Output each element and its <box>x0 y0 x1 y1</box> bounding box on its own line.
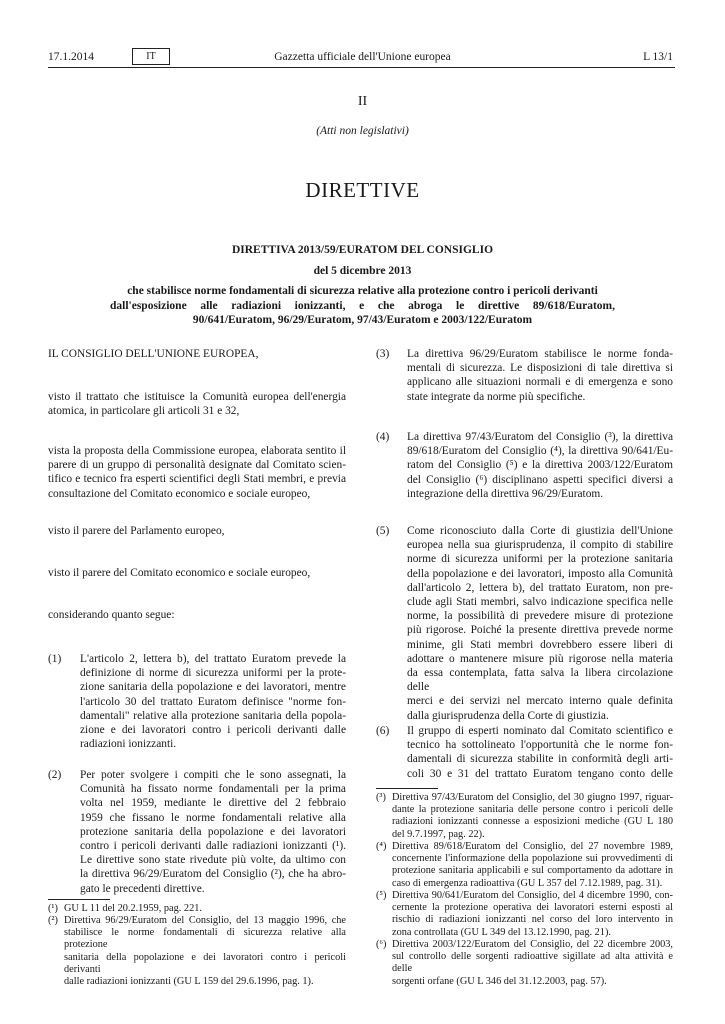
text-line: Il gruppo di esperti nominato dal Comitato scientifico e <box>407 725 673 737</box>
text-line: considerando quanto segue: <box>48 609 175 621</box>
text-line: norme, la possibilità di prevedere misure di protezione <box>407 610 673 623</box>
language-code: IT <box>132 48 170 65</box>
subject-line: dall'esposizione alle radiazioni ionizzanti, e che abroga le direttive 89/618/Euratom, <box>110 299 615 312</box>
text-line: del 9.7.1997, pag. 22). <box>392 828 485 840</box>
subject-line: che stabilisce norme fondamentali di sicurezza relative alla protezione contro i pericoli derivanti <box>127 285 598 297</box>
text-line: tifico e tecnico fra esperti scientifici degli Stati membri, e previa <box>48 473 346 486</box>
text-line: Come riconosciuto dalla Corte di giustizia dell'Unione <box>407 525 673 537</box>
footnote-5 <box>392 890 673 939</box>
text-line: merci e dei servizi nel mercato interno quale definita <box>407 695 673 708</box>
footnote-2 <box>64 915 346 988</box>
citation-parliament <box>48 524 346 538</box>
text-line: europea nella sua giurisprudenza, il compito di stabilire <box>407 539 673 552</box>
footnote-number: (³) <box>376 792 386 803</box>
page-number: L 13/1 <box>643 51 673 63</box>
recital-2 <box>80 768 346 896</box>
citation-treaty <box>48 390 346 418</box>
text-line: la direttiva 96/29/Euratom del Consiglio (²), che ha abro- <box>80 868 346 881</box>
text-line: IL CONSIGLIO DELL'UNIONE EUROPEA, <box>48 348 259 360</box>
text-line: norme di sicurezza uniformi per la protezione sanitaria <box>407 553 673 566</box>
text-line: adottare o mantenere misure più rigorose nella materia <box>407 652 673 665</box>
text-line: del Consiglio (⁶) disciplinano aspetti specifici diversi a <box>407 473 673 486</box>
text-line: parere di un gruppo di personalità designate dal Comitato scien- <box>48 459 346 472</box>
text-line: zione sanitaria della popolazione e dei lavoratori, mentre <box>80 681 346 694</box>
recital-3 <box>407 347 673 404</box>
footnote-3 <box>392 792 673 841</box>
subject-line: 90/641/Euratom, 96/29/Euratom, 97/43/Euratom e 2003/122/Euratom <box>192 314 533 326</box>
text-line: mentali di sicurezza. Le disposizioni di tale direttiva si <box>407 362 673 375</box>
text-line: coli 30 e 31 del trattato Euratom tengano conto delle <box>407 767 673 780</box>
text-line: La direttiva 96/29/Euratom stabilisce le norme fonda- <box>407 348 673 360</box>
text-line: sanitaria della popolazione e dei lavoratori contro i pericoli derivanti <box>64 951 346 975</box>
text-line: più rigorose. Poiché la presente direttiva prevede norme <box>407 624 673 637</box>
text-line: vista la proposta della Commissione europea, elaborata sentito il <box>48 445 346 457</box>
recital-number: (1) <box>48 653 62 665</box>
recital-4 <box>407 430 673 501</box>
text-line: Per poter svolgere i compiti che le sono assegnati, la <box>80 769 346 781</box>
recital-6 <box>407 724 673 781</box>
text-line: minime, gli Stati membri dovrebbero essere liberi di <box>407 638 673 651</box>
text-line: sorgenti orfane (GU L 346 del 31.12.2003, pag. 57). <box>392 975 607 987</box>
text-line: della popolazione e dei lavoratori, imposto alla Comunità <box>407 567 673 580</box>
text-line: GU L 11 del 20.2.1959, pag. 221. <box>64 903 202 914</box>
header-rule <box>48 67 675 68</box>
text-line: dalla giurisprudenza della Corte di giustizia. <box>407 709 609 722</box>
text-line: ratom del Consiglio (⁵) e la direttiva 2003/122/Euratom <box>407 459 673 472</box>
text-line: contro i pericoli derivanti dalle radiazioni ionizzanti (¹). <box>80 840 346 853</box>
recital-number: (2) <box>48 769 62 781</box>
text-line: da essa contemplata, fatta salva la libera circolazione delle <box>407 667 673 694</box>
directive-subject <box>110 284 615 328</box>
recital-number: (3) <box>376 348 390 360</box>
text-line: Direttiva 90/641/Euratom del Consiglio, del 4 dicembre 1990, con- <box>392 890 673 901</box>
section-subtitle: (Atti non legislativi) <box>316 125 409 137</box>
text-line: damentali di sicurezza stabilite in conformità degli arti- <box>407 753 673 766</box>
citation-committee <box>48 566 346 580</box>
citation-proposal <box>48 444 346 501</box>
text-line: visto il trattato che istituisce la Comunità europea dell'energia <box>48 391 346 403</box>
text-line: consultazione del Comitato economico e sociale europeo, <box>48 487 311 500</box>
footnote-number: (⁴) <box>376 841 387 852</box>
text-line: dante la protezione sanitaria delle persone contro i pericoli delle <box>392 804 673 816</box>
text-line: Direttiva 96/29/Euratom del Consiglio, del 13 maggio 1996, che <box>64 915 346 926</box>
text-line: radiazioni ionizzanti. <box>80 738 177 751</box>
text-line: state integrate da norme più specifiche. <box>407 390 586 403</box>
text-line: dalle radiazioni ionizzanti (GU L 159 del 29.6.1996, pag. 1). <box>64 976 314 988</box>
text-line: La direttiva 97/43/Euratom del Consiglio (³), la direttiva <box>407 431 673 443</box>
text-line: tecnico ha sottolineato l'opportunità che le norme fon- <box>407 739 673 752</box>
text-line: definizione di norme di sicurezza uniformi per la prote- <box>80 667 346 680</box>
footnote-rule <box>376 788 438 789</box>
footnote-number: (²) <box>48 915 58 926</box>
recital-number: (4) <box>376 431 390 443</box>
text-line: Direttiva 97/43/Euratom del Consiglio, del 30 giugno 1997, riguar- <box>392 792 673 803</box>
text-line: radiazioni ionizzanti connesse a esposizioni mediche (GU L 180 <box>392 816 673 828</box>
text-line: zione e dei lavoratori contro i pericoli derivanti dalle <box>80 724 346 737</box>
text-line: Direttiva 2003/122/Euratom del Consiglio, del 22 dicembre 2003, <box>392 939 673 950</box>
publication-date: 17.1.2014 <box>48 51 94 63</box>
considering-intro <box>48 608 346 622</box>
text-line: damentali" relative alla protezione sanitaria della popola- <box>80 709 346 722</box>
section-heading: DIRETTIVE <box>305 178 420 202</box>
text-line: integrazione della direttiva 96/29/Euratom. <box>407 487 604 500</box>
text-line: sul controllo delle sorgenti radioattive sigillate ad alta attività e delle <box>392 951 673 975</box>
text-line: volta nel 1959, mediante le direttive del 2 febbraio <box>80 797 346 810</box>
footnote-6 <box>392 939 673 988</box>
recital-number: (5) <box>376 525 390 537</box>
text-line: atomica, in particolare gli articoli 31 e 32, <box>48 405 240 418</box>
text-line: protezione sanitaria della popolazione e dei lavoratori <box>80 825 346 838</box>
recital-number: (6) <box>376 725 390 737</box>
text-line: applicano alle situazioni normali e di emergenza e sono <box>407 376 673 389</box>
text-line: protezione sanitaria applicabili e sul comportamento da adottare in <box>392 865 673 877</box>
footnote-rule <box>48 899 110 900</box>
text-line: rischio di radiazioni ionizzanti nel corso del loro intervento in <box>392 914 673 926</box>
text-line: Direttiva 89/618/Euratom del Consiglio, del 27 novembre 1989, <box>392 841 673 852</box>
footnote-4 <box>392 841 673 890</box>
text-line: gato le precedenti direttive. <box>80 882 205 895</box>
text-line: 89/618/Euratom del Consiglio (⁴), la direttiva 90/641/Eu- <box>407 445 673 458</box>
text-line: Le direttive sono state rivedute più volte, da ultimo con <box>80 854 346 867</box>
footnote-number: (⁵) <box>376 890 387 901</box>
recital-1 <box>80 652 346 751</box>
recital-5 <box>407 524 673 723</box>
text-line: visto il parere del Parlamento europeo, <box>48 525 225 537</box>
text-line: zona controllata (GU L 349 del 13.12.1990, pag. 21). <box>392 926 611 938</box>
text-line: stabilisce le norme fondamentali di sicurezza relative alla protezione <box>64 927 346 951</box>
footnote-number: (⁶) <box>376 939 387 950</box>
journal-title: Gazzetta ufficiale dell'Unione europea <box>274 51 451 63</box>
preamble-council <box>48 347 346 361</box>
directive-title: DIRETTIVA 2013/59/EURATOM DEL CONSIGLIO <box>231 244 494 256</box>
footnote-number: (¹) <box>48 903 58 914</box>
text-line: concernente l'informazione della popolazione sui provvedimenti di <box>392 853 673 865</box>
text-line: cernente la protezione operativa dei lavoratori esterni esposti al <box>392 902 673 914</box>
text-line: 1959 che fissano le norme fondamentali relative alla <box>80 811 346 824</box>
text-line: visto il parere del Comitato economico e sociale europeo, <box>48 567 311 579</box>
text-line: L'articolo 2, lettera b), del trattato Euratom prevede la <box>80 653 346 665</box>
text-line: dall'articolo 2, lettera b), del trattato Euratom, non pre- <box>407 581 673 594</box>
text-line: caso di emergenza radioattiva (GU L 357 del 7.12.1989, pag. 31). <box>392 877 663 889</box>
section-numeral: II <box>357 94 368 109</box>
text-line: Comunità ha fissato norme fondamentali per la prima <box>80 783 346 796</box>
text-line: clude agli Stati membri, salvo indicazione specifica nelle <box>407 596 673 609</box>
footnote-1 <box>64 903 346 915</box>
text-line: l'articolo 30 del trattato Euratom definisce "norme fon- <box>80 695 346 708</box>
directive-date: del 5 dicembre 2013 <box>313 265 412 277</box>
